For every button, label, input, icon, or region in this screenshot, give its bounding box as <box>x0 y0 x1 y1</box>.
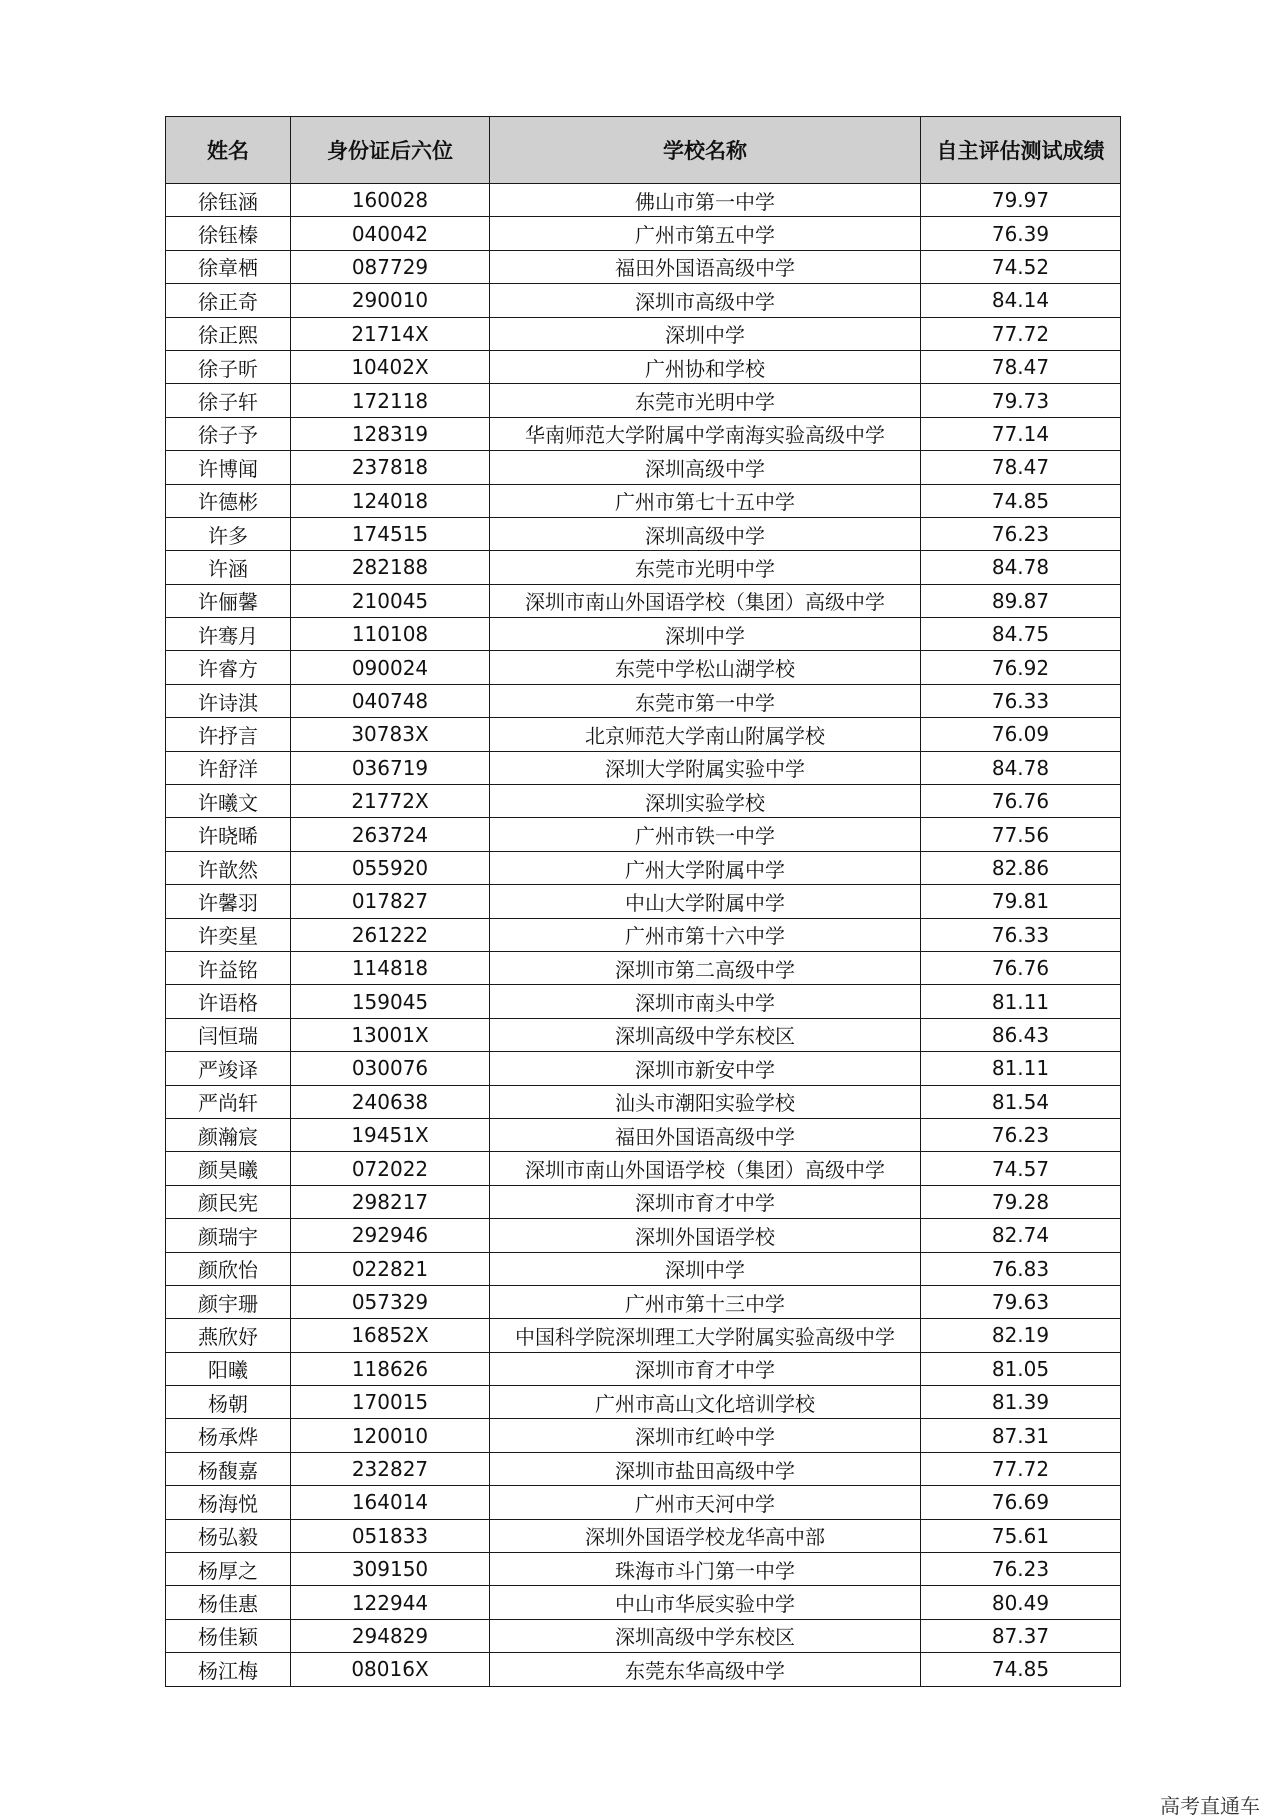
cell-name: 许涵 <box>166 551 291 584</box>
table-row <box>166 1118 1121 1151</box>
cell-name: 许博闻 <box>166 451 291 484</box>
header-school: 学校名称 <box>490 117 921 184</box>
cell-school: 北京师范大学南山附属学校 <box>490 718 921 751</box>
table-row <box>166 350 1121 383</box>
cell-id-last6: 022821 <box>291 1252 490 1285</box>
cell-school: 广州市第七十五中学 <box>490 484 921 517</box>
cell-school: 深圳市南山外国语学校（集团）高级中学 <box>490 584 921 617</box>
cell-score: 79.97 <box>921 184 1121 217</box>
cell-school: 深圳外国语学校龙华高中部 <box>490 1519 921 1552</box>
cell-id-last6: 087729 <box>291 250 490 283</box>
cell-name: 杨江梅 <box>166 1653 291 1686</box>
cell-name: 严尚轩 <box>166 1085 291 1118</box>
cell-id-last6: 170015 <box>291 1386 490 1419</box>
table-row <box>166 1452 1121 1485</box>
cell-id-last6: 174515 <box>291 517 490 550</box>
cell-id-last6: 240638 <box>291 1085 490 1118</box>
cell-name: 杨承烨 <box>166 1419 291 1452</box>
cell-name: 许舒洋 <box>166 751 291 784</box>
table-row <box>166 250 1121 283</box>
cell-name: 许多 <box>166 517 291 550</box>
cell-id-last6: 263724 <box>291 818 490 851</box>
cell-score: 76.23 <box>921 1553 1121 1586</box>
cell-score: 82.86 <box>921 851 1121 884</box>
cell-name: 颜昊曦 <box>166 1152 291 1185</box>
table-row <box>166 1018 1121 1051</box>
cell-school: 广州市第十三中学 <box>490 1285 921 1318</box>
table-row <box>166 985 1121 1018</box>
cell-score: 74.57 <box>921 1152 1121 1185</box>
cell-school: 深圳高级中学东校区 <box>490 1619 921 1652</box>
header-name: 姓名 <box>166 117 291 184</box>
cell-name: 徐钰榛 <box>166 217 291 250</box>
table-row <box>166 1553 1121 1586</box>
cell-school: 广州大学附属中学 <box>490 851 921 884</box>
cell-id-last6: 16852X <box>291 1319 490 1352</box>
table-row <box>166 417 1121 450</box>
table-row <box>166 1285 1121 1318</box>
cell-id-last6: 160028 <box>291 184 490 217</box>
cell-school: 深圳外国语学校 <box>490 1219 921 1252</box>
cell-name: 许德彬 <box>166 484 291 517</box>
cell-id-last6: 13001X <box>291 1018 490 1051</box>
cell-name: 燕欣妤 <box>166 1319 291 1352</box>
table-row <box>166 1386 1121 1419</box>
cell-id-last6: 10402X <box>291 350 490 383</box>
cell-id-last6: 114818 <box>291 951 490 984</box>
cell-score: 81.39 <box>921 1386 1121 1419</box>
table-row <box>166 1586 1121 1619</box>
cell-score: 76.92 <box>921 651 1121 684</box>
cell-id-last6: 124018 <box>291 484 490 517</box>
cell-school: 深圳市第二高级中学 <box>490 951 921 984</box>
table-row <box>166 217 1121 250</box>
cell-score: 77.72 <box>921 1452 1121 1485</box>
cell-name: 徐子昕 <box>166 350 291 383</box>
cell-school: 东莞中学松山湖学校 <box>490 651 921 684</box>
cell-school: 广州市天河中学 <box>490 1486 921 1519</box>
cell-school: 福田外国语高级中学 <box>490 1118 921 1151</box>
table-body <box>166 184 1121 1687</box>
cell-school: 东莞东华高级中学 <box>490 1653 921 1686</box>
cell-id-last6: 159045 <box>291 985 490 1018</box>
cell-id-last6: 110108 <box>291 618 490 651</box>
cell-id-last6: 172118 <box>291 384 490 417</box>
cell-name: 许益铭 <box>166 951 291 984</box>
cell-name: 颜瑞宇 <box>166 1219 291 1252</box>
cell-id-last6: 292946 <box>291 1219 490 1252</box>
table-row <box>166 1486 1121 1519</box>
table-row <box>166 751 1121 784</box>
cell-id-last6: 051833 <box>291 1519 490 1552</box>
cell-id-last6: 040748 <box>291 684 490 717</box>
cell-score: 74.85 <box>921 1653 1121 1686</box>
cell-id-last6: 30783X <box>291 718 490 751</box>
cell-score: 79.63 <box>921 1285 1121 1318</box>
cell-id-last6: 21714X <box>291 317 490 350</box>
cell-score: 75.61 <box>921 1519 1121 1552</box>
cell-score: 84.75 <box>921 618 1121 651</box>
cell-school: 华南师范大学附属中学南海实验高级中学 <box>490 417 921 450</box>
cell-score: 76.33 <box>921 918 1121 951</box>
cell-school: 广州协和学校 <box>490 350 921 383</box>
cell-score: 81.11 <box>921 1052 1121 1085</box>
cell-name: 徐章栖 <box>166 250 291 283</box>
cell-name: 许馨羽 <box>166 885 291 918</box>
cell-school: 深圳市盐田高级中学 <box>490 1452 921 1485</box>
cell-score: 74.52 <box>921 250 1121 283</box>
cell-name: 颜民宪 <box>166 1185 291 1218</box>
cell-score: 76.33 <box>921 684 1121 717</box>
cell-id-last6: 08016X <box>291 1653 490 1686</box>
cell-school: 深圳中学 <box>490 317 921 350</box>
cell-school: 深圳市红岭中学 <box>490 1419 921 1452</box>
cell-score: 84.78 <box>921 751 1121 784</box>
table-row <box>166 618 1121 651</box>
cell-id-last6: 164014 <box>291 1486 490 1519</box>
cell-school: 深圳高级中学 <box>490 517 921 550</box>
cell-school: 深圳高级中学东校区 <box>490 1018 921 1051</box>
watermark-text: 高考直通车 <box>1160 1794 1260 1818</box>
cell-name: 许语格 <box>166 985 291 1018</box>
cell-school: 深圳市育才中学 <box>490 1352 921 1385</box>
cell-score: 79.28 <box>921 1185 1121 1218</box>
cell-name: 许骞月 <box>166 618 291 651</box>
cell-school: 汕头市潮阳实验学校 <box>490 1085 921 1118</box>
table-row <box>166 951 1121 984</box>
cell-score: 89.87 <box>921 584 1121 617</box>
cell-name: 颜宇珊 <box>166 1285 291 1318</box>
cell-school: 东莞市第一中学 <box>490 684 921 717</box>
cell-school: 广州市第五中学 <box>490 217 921 250</box>
cell-school: 福田外国语高级中学 <box>490 250 921 283</box>
cell-name: 徐钰涵 <box>166 184 291 217</box>
cell-score: 76.76 <box>921 951 1121 984</box>
cell-score: 76.69 <box>921 1486 1121 1519</box>
cell-name: 许俪馨 <box>166 584 291 617</box>
table-row <box>166 1252 1121 1285</box>
cell-id-last6: 21772X <box>291 785 490 818</box>
cell-id-last6: 128319 <box>291 417 490 450</box>
cell-school: 东莞市光明中学 <box>490 384 921 417</box>
cell-id-last6: 072022 <box>291 1152 490 1185</box>
cell-score: 84.14 <box>921 284 1121 317</box>
table-row <box>166 718 1121 751</box>
cell-id-last6: 282188 <box>291 551 490 584</box>
cell-school: 深圳实验学校 <box>490 785 921 818</box>
cell-name: 杨厚之 <box>166 1553 291 1586</box>
table-row <box>166 1619 1121 1652</box>
table-row <box>166 1519 1121 1552</box>
cell-score: 79.81 <box>921 885 1121 918</box>
cell-name: 许诗淇 <box>166 684 291 717</box>
table-row <box>166 918 1121 951</box>
table-row <box>166 517 1121 550</box>
cell-name: 徐正熙 <box>166 317 291 350</box>
cell-id-last6: 030076 <box>291 1052 490 1085</box>
cell-name: 阳曦 <box>166 1352 291 1385</box>
cell-id-last6: 122944 <box>291 1586 490 1619</box>
cell-score: 77.72 <box>921 317 1121 350</box>
cell-score: 76.39 <box>921 217 1121 250</box>
table-row <box>166 1085 1121 1118</box>
table-row <box>166 1653 1121 1686</box>
cell-id-last6: 237818 <box>291 451 490 484</box>
table-row <box>166 818 1121 851</box>
cell-school: 中山市华辰实验中学 <box>490 1586 921 1619</box>
cell-school: 深圳市新安中学 <box>490 1052 921 1085</box>
cell-score: 77.56 <box>921 818 1121 851</box>
table-row <box>166 317 1121 350</box>
cell-score: 76.76 <box>921 785 1121 818</box>
table-row <box>166 1419 1121 1452</box>
cell-id-last6: 055920 <box>291 851 490 884</box>
cell-score: 76.09 <box>921 718 1121 751</box>
cell-score: 82.74 <box>921 1219 1121 1252</box>
cell-score: 80.49 <box>921 1586 1121 1619</box>
cell-score: 87.31 <box>921 1419 1121 1452</box>
cell-id-last6: 090024 <box>291 651 490 684</box>
cell-school: 珠海市斗门第一中学 <box>490 1553 921 1586</box>
cell-school: 深圳中学 <box>490 618 921 651</box>
cell-id-last6: 19451X <box>291 1118 490 1151</box>
table-row <box>166 1352 1121 1385</box>
header-score: 自主评估测试成绩 <box>921 117 1121 184</box>
cell-school: 深圳市育才中学 <box>490 1185 921 1218</box>
cell-name: 杨佳惠 <box>166 1586 291 1619</box>
cell-school: 深圳高级中学 <box>490 451 921 484</box>
cell-score: 76.23 <box>921 1118 1121 1151</box>
table-row <box>166 384 1121 417</box>
cell-score: 78.47 <box>921 451 1121 484</box>
cell-id-last6: 120010 <box>291 1419 490 1452</box>
table-row <box>166 1052 1121 1085</box>
cell-school: 佛山市第一中学 <box>490 184 921 217</box>
cell-name: 严竣译 <box>166 1052 291 1085</box>
table-row <box>166 451 1121 484</box>
table-row <box>166 584 1121 617</box>
cell-name: 颜瀚宸 <box>166 1118 291 1151</box>
cell-score: 79.73 <box>921 384 1121 417</box>
table-row <box>166 284 1121 317</box>
table-row <box>166 1185 1121 1218</box>
cell-id-last6: 017827 <box>291 885 490 918</box>
cell-name: 徐正奇 <box>166 284 291 317</box>
cell-school: 广州市第十六中学 <box>490 918 921 951</box>
cell-id-last6: 118626 <box>291 1352 490 1385</box>
cell-name: 许奕星 <box>166 918 291 951</box>
table-row <box>166 1219 1121 1252</box>
header-id-last6: 身份证后六位 <box>291 117 490 184</box>
header-row <box>166 117 1121 184</box>
cell-school: 中山大学附属中学 <box>490 885 921 918</box>
cell-id-last6: 261222 <box>291 918 490 951</box>
cell-score: 76.23 <box>921 517 1121 550</box>
cell-name: 许睿方 <box>166 651 291 684</box>
cell-id-last6: 232827 <box>291 1452 490 1485</box>
cell-id-last6: 057329 <box>291 1285 490 1318</box>
cell-score: 74.85 <box>921 484 1121 517</box>
table-row <box>166 885 1121 918</box>
table-row <box>166 651 1121 684</box>
cell-score: 76.83 <box>921 1252 1121 1285</box>
cell-name: 许歆然 <box>166 851 291 884</box>
cell-school: 深圳市南头中学 <box>490 985 921 1018</box>
cell-school: 深圳市南山外国语学校（集团）高级中学 <box>490 1152 921 1185</box>
score-table <box>165 116 1121 1687</box>
table-row <box>166 684 1121 717</box>
cell-id-last6: 290010 <box>291 284 490 317</box>
cell-name: 杨馥嘉 <box>166 1452 291 1485</box>
cell-school: 深圳市高级中学 <box>490 284 921 317</box>
cell-score: 82.19 <box>921 1319 1121 1352</box>
cell-name: 徐子轩 <box>166 384 291 417</box>
cell-score: 84.78 <box>921 551 1121 584</box>
cell-id-last6: 210045 <box>291 584 490 617</box>
cell-name: 颜欣怡 <box>166 1252 291 1285</box>
cell-id-last6: 298217 <box>291 1185 490 1218</box>
cell-name: 徐子予 <box>166 417 291 450</box>
cell-name: 杨佳颖 <box>166 1619 291 1652</box>
cell-score: 87.37 <box>921 1619 1121 1652</box>
cell-school: 广州市铁一中学 <box>490 818 921 851</box>
cell-school: 广州市高山文化培训学校 <box>490 1386 921 1419</box>
cell-name: 许抒言 <box>166 718 291 751</box>
cell-name: 杨弘毅 <box>166 1519 291 1552</box>
cell-score: 78.47 <box>921 350 1121 383</box>
cell-name: 杨朝 <box>166 1386 291 1419</box>
cell-score: 81.11 <box>921 985 1121 1018</box>
cell-score: 77.14 <box>921 417 1121 450</box>
cell-name: 杨海悦 <box>166 1486 291 1519</box>
cell-score: 81.05 <box>921 1352 1121 1385</box>
table-row <box>166 851 1121 884</box>
cell-id-last6: 036719 <box>291 751 490 784</box>
cell-school: 东莞市光明中学 <box>490 551 921 584</box>
cell-id-last6: 040042 <box>291 217 490 250</box>
cell-score: 86.43 <box>921 1018 1121 1051</box>
cell-id-last6: 309150 <box>291 1553 490 1586</box>
table-row <box>166 1152 1121 1185</box>
cell-name: 闫恒瑞 <box>166 1018 291 1051</box>
cell-school: 中国科学院深圳理工大学附属实验高级中学 <box>490 1319 921 1352</box>
table-row <box>166 785 1121 818</box>
table-row <box>166 551 1121 584</box>
table-row <box>166 484 1121 517</box>
cell-id-last6: 294829 <box>291 1619 490 1652</box>
cell-name: 许晓晞 <box>166 818 291 851</box>
cell-name: 许曦文 <box>166 785 291 818</box>
cell-school: 深圳大学附属实验中学 <box>490 751 921 784</box>
table-row <box>166 1319 1121 1352</box>
cell-score: 81.54 <box>921 1085 1121 1118</box>
cell-school: 深圳中学 <box>490 1252 921 1285</box>
table-row <box>166 184 1121 217</box>
